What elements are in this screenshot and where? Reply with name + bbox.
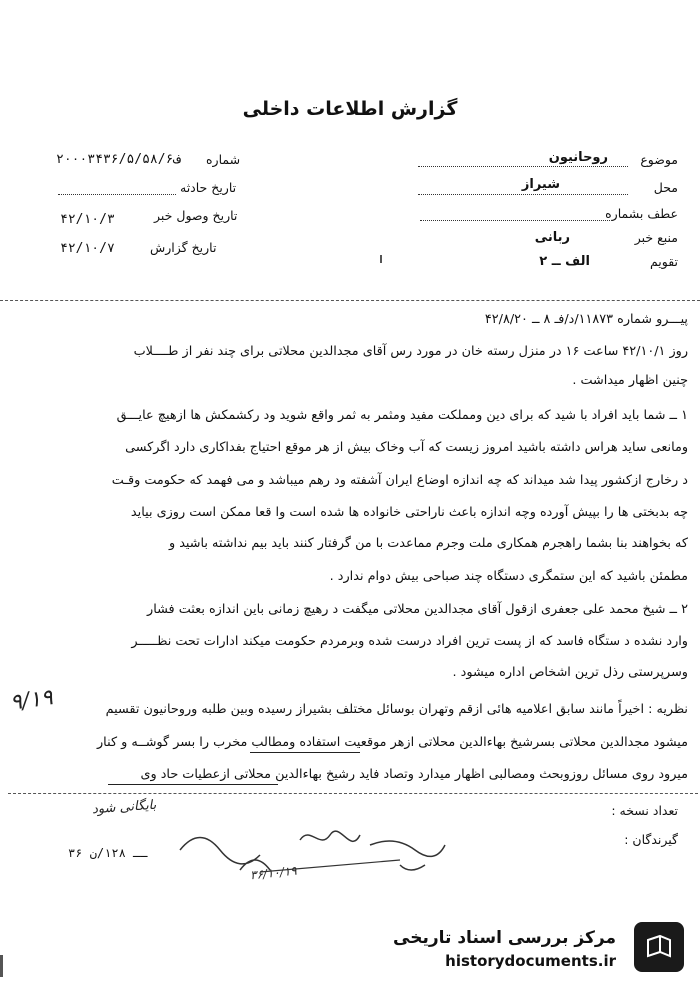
body-line-6: چه بدبختی ها را بپیش آورده وچه اندازه باعث ناراحتی خانواده ها شده است وا قعا ممکن است روزی بیاید bbox=[130, 505, 688, 520]
ref-line: پیـــرو شماره ۱۱۸۷۳/د/فـ ۸ ــ ۴۲/۸/۲۰ bbox=[484, 312, 688, 327]
body-underline-1 bbox=[250, 752, 360, 753]
grade-label: تقویم bbox=[649, 254, 678, 269]
event-date-label: تاریخ حادثه bbox=[180, 180, 237, 195]
body-line-3: ۱ ــ شما باید افراد با شید که برای دین ومملکت مفید ومثمر به ثمر واقع شوید ود رکشمکش ها ازهیچ عایـــق bbox=[116, 408, 688, 423]
subject-label: موضوع bbox=[640, 152, 678, 167]
document-title: گزارش اطلاعات داخلی bbox=[242, 98, 458, 120]
grade-value: الف ــ ۲ bbox=[539, 254, 590, 269]
body-line-14: میرود روی مسائل روزوبحث ومصالبی اظهار میدارد وتصاد فاید رشیخ بهاءالدین محلاتی ازعطیات حاد وی bbox=[140, 767, 688, 782]
body-line-12: نظریه : اخیراً مانند سابق اعلامیه هائی ازقم وتهران بوسائل مختلف بشیراز رسیده وبین طلبه وروحانیون تقسیم bbox=[105, 702, 688, 717]
watermark-url: historydocuments.ir bbox=[445, 952, 616, 970]
body-line-10: وارد نشده د ستگاه فاسد که از پست ترین افراد درست شده وبرمردم حکومت میکند ادارات تحت نظـــــر bbox=[131, 634, 688, 649]
subject-dots bbox=[418, 166, 628, 167]
body-line-2: چنین اظهار میداشت . bbox=[572, 373, 688, 388]
event-date-dots bbox=[58, 194, 176, 195]
margin-note: ۹/۱۹ bbox=[8, 685, 55, 716]
receipt-date-label: تاریخ وصول خبر bbox=[154, 208, 238, 223]
body-underline-2 bbox=[108, 784, 278, 785]
handwritten-note-2: ۳۶/۱۰/۱۹ bbox=[249, 863, 298, 883]
source-value: ربانی bbox=[534, 230, 570, 245]
subject-value: روحانیون bbox=[548, 150, 608, 165]
body-line-8: مطمئن باشید که این ستمگری دستگاه چند صباحی بیش دوام ندارد . bbox=[329, 569, 688, 584]
body-line-13: میشود مجدالدین محلاتی بسرشیخ بهاءالدین محلاتی ازهر موقعیت استفاده ومطالب مخرب را بسر گوشــه و کنار bbox=[97, 735, 688, 750]
header-separator bbox=[0, 300, 700, 301]
place-value: شیراز bbox=[521, 177, 560, 192]
body-line-9: ۲ ــ شیخ محمد علی جعفری ازقول آقای مجدالدین محلاتی میگفت د رهیچ زمانی باین اندازه بعثت فشار bbox=[147, 602, 688, 617]
body-line-7: که بخواهند بنا بشما راهجرم همکاری ملت وجرم مماعدت با من گرفتار کنند باید بیم نداشته باشید و bbox=[168, 536, 688, 551]
footer-separator bbox=[8, 793, 698, 794]
tick-mark bbox=[380, 255, 382, 263]
body-line-11: وسرپرستی رذل ترین اشخاص اداره میشود . bbox=[452, 665, 688, 680]
body-line-5: د رخارج ازکشور پیدا شد میداند که چه اندازه اوضاع ایران آشفته ود رهم میباشد و می فهمد که حکومت وقـت bbox=[111, 473, 688, 488]
body-line-1: روز ۴۲/۱۰/۱ ساعت ۱۶ در منزل رسته خان در مورد رس آقای مجدالدین محلاتی برای چند نفر از طــــلاب bbox=[133, 344, 688, 359]
receipt-date-value: ۴۲/۱۰/۳ bbox=[60, 212, 115, 227]
recipients-label: گیرندگان : bbox=[624, 832, 678, 847]
footer-ref-number: ۳۶ ــ ۱۲۸/ن bbox=[68, 846, 148, 860]
edge-mark bbox=[0, 955, 3, 977]
handwritten-note-1: بایگانی شود bbox=[91, 797, 157, 818]
ref-label: عطف بشماره bbox=[605, 206, 678, 221]
copies-label: تعداد نسخه : bbox=[611, 803, 678, 818]
report-date-label: تاریخ گزارش bbox=[150, 240, 217, 255]
source-label: منبع خبر bbox=[634, 230, 678, 245]
place-label: محل bbox=[653, 180, 678, 195]
number-label: شماره bbox=[206, 152, 241, 167]
body-line-4: ومانعی ساید هراس داشته باشید امروز زیست که آب وخاک بیش از هر موقع احتیاج بفداکاری دارد اگرکسی bbox=[125, 440, 688, 455]
watermark-name: مرکز بررسی اسناد تاریخی bbox=[393, 928, 616, 948]
watermark-logo-icon bbox=[634, 922, 684, 972]
place-dots bbox=[418, 194, 628, 195]
ref-dots bbox=[420, 220, 610, 221]
number-value: ۲۰۰۰۳۴۳۶/۵/۵ف۸/۶ bbox=[56, 152, 182, 167]
report-date-value: ۴۲/۱۰/۷ bbox=[60, 241, 115, 256]
signature-scribbles bbox=[170, 810, 490, 900]
